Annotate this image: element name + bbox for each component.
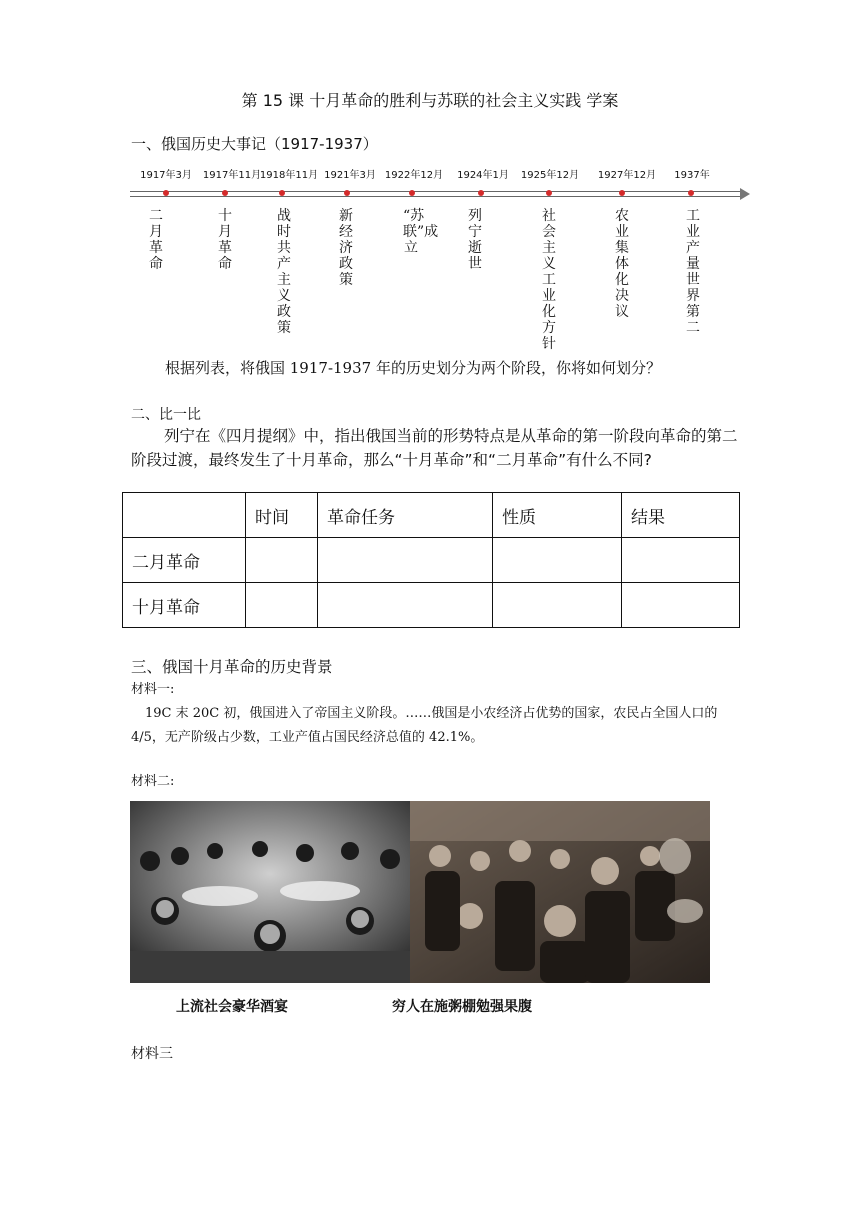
timeline-dot [478, 190, 484, 196]
table-header-cell: 性质 [493, 493, 622, 538]
timeline-dot [279, 190, 285, 196]
timeline-event: 农业集体化决议 [615, 208, 629, 320]
section2-paragraph: 列宁在《四月提纲》中，指出俄国当前的形势特点是从革命的第一阶段向革命的第二阶段过渡，最终发生了十月革命，那么“十月革命”和“二月革命”有什么不同? [131, 427, 738, 469]
section1-heading: 一、俄国历史大事记（1917-1937） [131, 135, 378, 153]
timeline-question: 根据列表，将俄国 1917-1937 年的历史划分为两个阶段，你将如何划分？ [165, 359, 661, 377]
table-header-cell: 时间 [246, 493, 318, 538]
timeline-arrow-icon [740, 188, 750, 200]
timeline-date: 1917年11月 [202, 170, 262, 181]
section2-heading: 二、比一比 [131, 407, 201, 423]
table-cell[interactable] [318, 538, 493, 583]
timeline-date: 1922年12月 [384, 170, 444, 181]
table-header-row [123, 493, 740, 538]
timeline-event: “苏联”成立 [403, 208, 439, 256]
timeline-date: 1937年 [674, 170, 710, 181]
timeline-dot [546, 190, 552, 196]
material1-label: 材料一: [131, 682, 175, 697]
photo-caption-left: 上流社会豪华酒宴 [176, 999, 288, 1015]
timeline-date: 1924年1月 [457, 170, 509, 181]
timeline-dot [688, 190, 694, 196]
banquet-photo [130, 801, 410, 983]
table-cell[interactable] [493, 583, 622, 628]
table-header-cell [123, 493, 246, 538]
timeline-date: 1918年11月 [259, 170, 319, 181]
timeline-dot [619, 190, 625, 196]
timeline-date: 1921年3月 [324, 170, 376, 181]
material1-text: 19C 末 20C 初，俄国进入了帝国主义阶段。……俄国是小农经济占优势的国家，农民占全国人口的 4/5，无产阶级占少数，工业产值占国民经济总值的 42.1%。 [131, 706, 718, 745]
timeline-event: 十月革命 [218, 208, 232, 272]
comparison-table [122, 492, 740, 628]
timeline-dot [409, 190, 415, 196]
timeline-dot [163, 190, 169, 196]
timeline-event: 二月革命 [149, 208, 163, 272]
page-title: 第 15 课 十月革命的胜利与苏联的社会主义实践 学案 [241, 91, 619, 110]
table-cell[interactable] [246, 583, 318, 628]
table-cell[interactable] [622, 538, 740, 583]
material3-label: 材料三 [131, 1046, 173, 1062]
table-cell[interactable] [246, 538, 318, 583]
table-cell[interactable] [622, 583, 740, 628]
timeline-date: 1925年12月 [520, 170, 580, 181]
timeline-date: 1927年12月 [597, 170, 657, 181]
table-header-cell: 结果 [622, 493, 740, 538]
table-row-label: 二月革命 [123, 538, 246, 583]
timeline-event: 社会主义工业化方针 [542, 208, 556, 352]
table-cell[interactable] [318, 583, 493, 628]
photo-caption-right: 穷人在施粥棚勉强果腹 [392, 999, 532, 1015]
timeline [128, 160, 758, 360]
table-header-cell: 革命任务 [318, 493, 493, 538]
table-row [123, 583, 740, 628]
timeline-date: 1917年3月 [140, 170, 192, 181]
timeline-event: 战时共产主义政策 [277, 208, 291, 336]
timeline-dot [222, 190, 228, 196]
section3-heading: 三、俄国十月革命的历史背景 [131, 658, 333, 676]
timeline-dot [344, 190, 350, 196]
table-row [123, 538, 740, 583]
table-cell[interactable] [493, 538, 622, 583]
soup-kitchen-photo [410, 801, 710, 983]
table-row-label: 十月革命 [123, 583, 246, 628]
timeline-event: 列宁逝世 [468, 208, 482, 272]
timeline-event: 工业产量世界第二 [686, 208, 700, 336]
material2-label: 材料二: [131, 774, 175, 789]
timeline-event: 新经济政策 [339, 208, 353, 288]
